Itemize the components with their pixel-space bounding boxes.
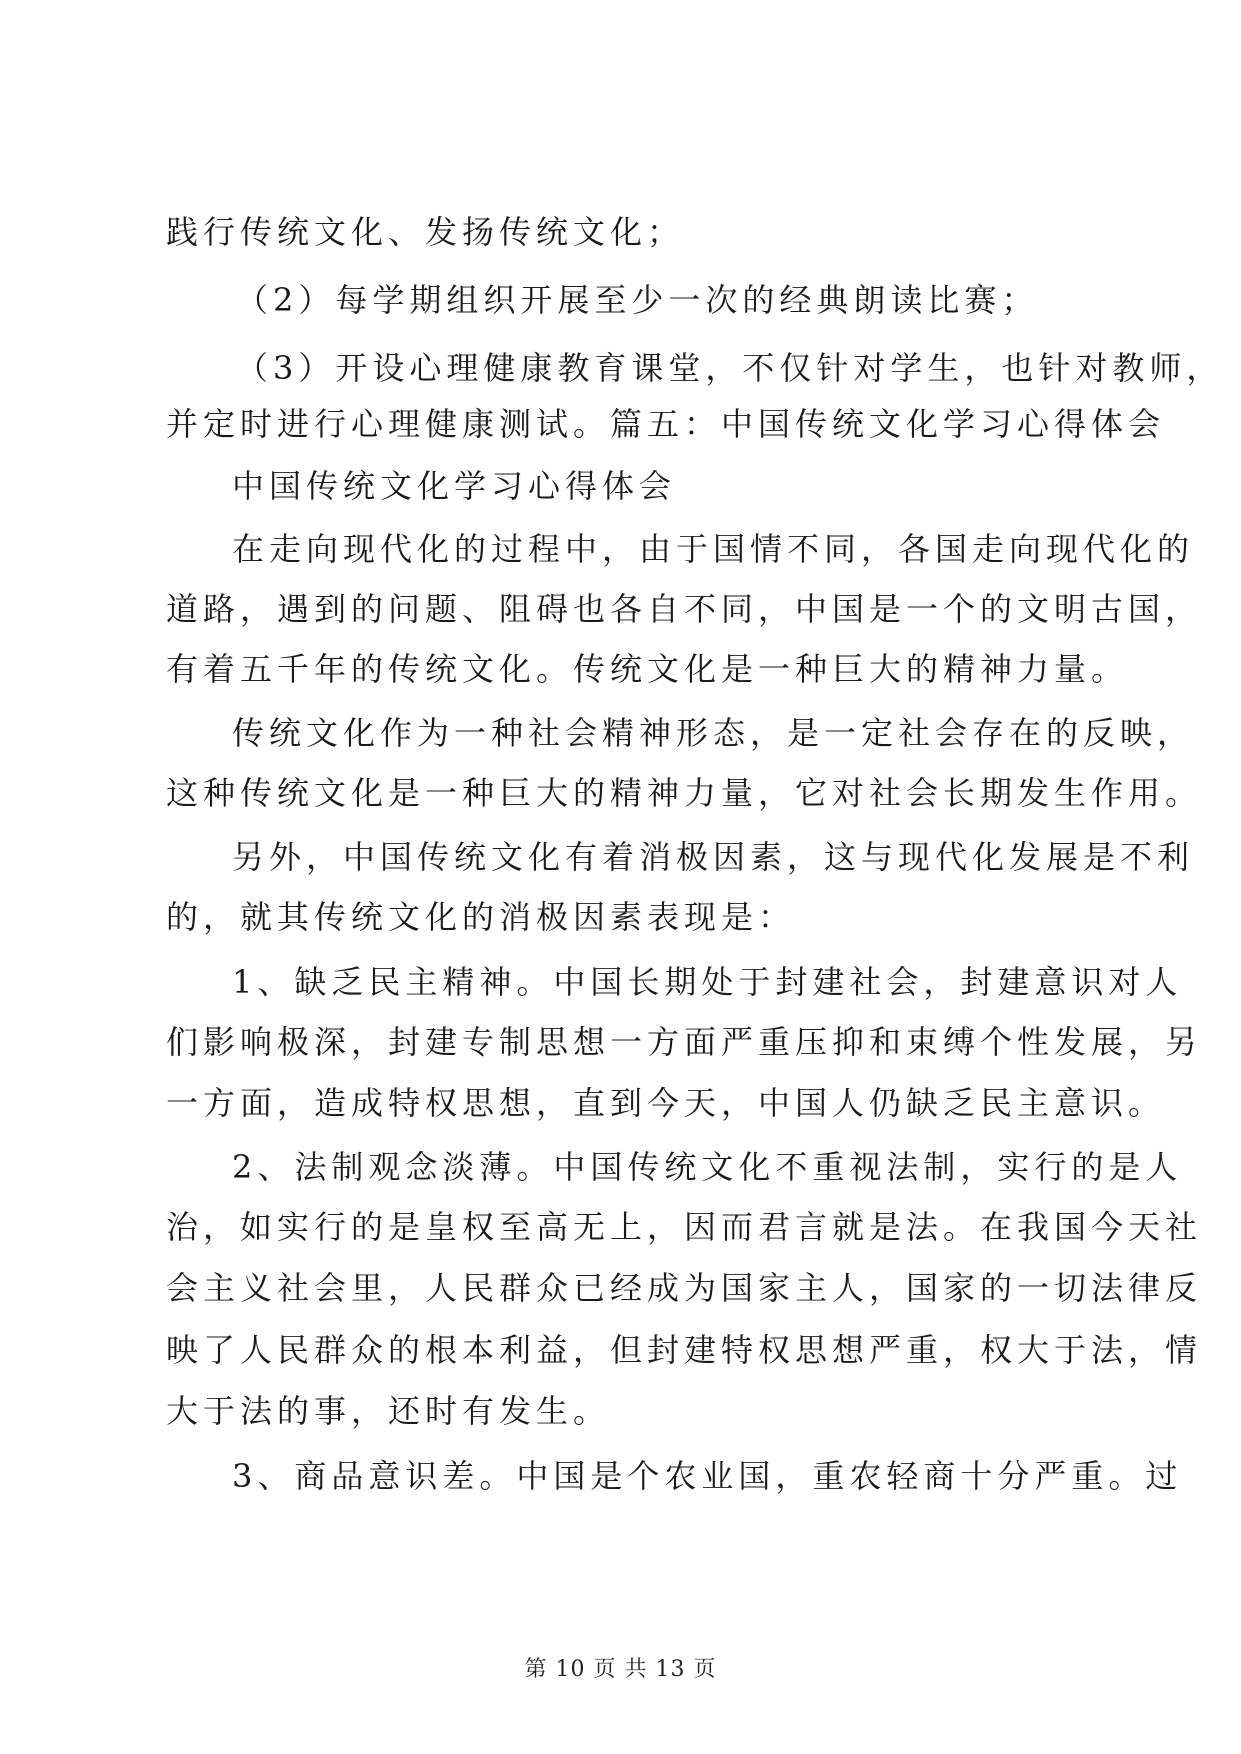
section-heading: 中国传统文化学习心得体会 <box>232 467 677 505</box>
text-line-1: 践行传统文化、发扬传统文化； <box>166 213 685 251</box>
text-line-16: 2、法制观念淡薄。中国传统文化不重视法制，实行的是人 <box>232 1148 1183 1186</box>
text-line-2: （2）每学期组织开展至少一次的经典朗读比赛； <box>236 281 1039 319</box>
text-line-7: 道路，遇到的问题、阻碍也各自不同，中国是一个的文明古国， <box>166 590 1203 628</box>
text-line-11: 另外，中国传统文化有着消极因素，这与现代化发展是不利 <box>232 838 1195 876</box>
text-line-12: 的，就其传统文化的消极因素表现是： <box>166 898 796 936</box>
text-line-8: 有着五千年的传统文化。传统文化是一种巨大的精神力量。 <box>166 650 1129 688</box>
text-line-6: 在走向现代化的过程中，由于国情不同，各国走向现代化的 <box>232 530 1195 568</box>
text-line-14: 们影响极深，封建专制思想一方面严重压抑和束缚个性发展，另 <box>166 1023 1203 1061</box>
text-line-9: 传统文化作为一种社会精神形态，是一定社会存在的反映， <box>232 714 1195 752</box>
text-line-19: 映了人民群众的根本利益，但封建特权思想严重，权大于法，情 <box>166 1331 1203 1369</box>
text-line-20: 大于法的事，还时有发生。 <box>166 1392 611 1430</box>
text-line-10: 这种传统文化是一种巨大的精神力量，它对社会长期发生作用。 <box>166 774 1203 812</box>
text-line-15: 一方面，造成特权思想，直到今天，中国人仍缺乏民主意识。 <box>166 1084 1166 1122</box>
text-line-17: 治，如实行的是皇权至高无上，因而君言就是法。在我国今天社 <box>166 1208 1203 1246</box>
page-number-footer: 第 10 页 共 13 页 <box>524 1657 717 1682</box>
text-line-18: 会主义社会里，人民群众已经成为国家主人，国家的一切法律反 <box>166 1269 1203 1307</box>
text-line-4: 并定时进行心理健康测试。篇五：中国传统文化学习心得体会 <box>166 405 1166 443</box>
text-line-13: 1、缺乏民主精神。中国长期处于封建社会，封建意识对人 <box>232 963 1183 1001</box>
text-line-21: 3、商品意识差。中国是个农业国，重农轻商十分严重。过 <box>232 1457 1183 1495</box>
text-line-3: （3）开设心理健康教育课堂，不仅针对学生，也针对教师， <box>236 349 1224 387</box>
